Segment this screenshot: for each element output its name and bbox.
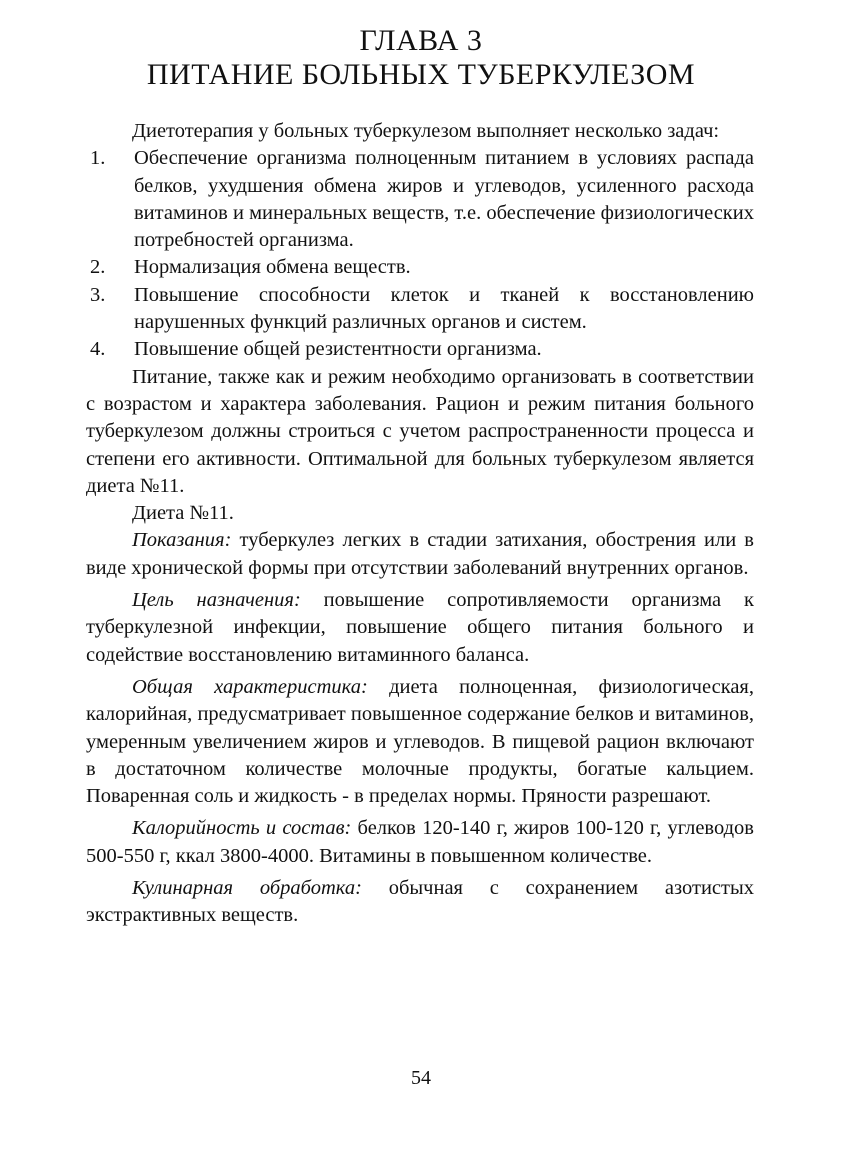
characteristics-paragraph — [86, 674, 754, 810]
list-item — [86, 282, 754, 337]
list-item-text: Повышение общей резистентности организма. — [134, 338, 542, 361]
characteristics-text: диета полноценная, физиологическая, калорийная, предусматривает повышенное содержание белков и витаминов, умеренным увеличением жиров и углеводов. В пищевой рацион включают в достаточном количестве молочные продукты, богатые кальцием. Поваренная соль и жидкость - в пределах нормы. Пряности разрешают. — [86, 675, 754, 808]
chapter-title: ПИТАНИЕ БОЛЬНЫХ ТУБЕРКУЛЕЗОМ — [146, 58, 696, 91]
indications-label: Показания: — [132, 529, 232, 552]
list-item-number: 2. — [90, 256, 106, 279]
list-item-text: Нормализация обмена веществ. — [134, 256, 411, 279]
list-item-number: 4. — [90, 338, 106, 361]
list-item — [86, 145, 754, 254]
list-item-number: 3. — [90, 283, 106, 306]
body-text — [86, 118, 754, 930]
calories-paragraph — [86, 815, 754, 870]
cooking-label: Кулинарная обработка: — [132, 877, 362, 900]
characteristics-label: Общая характеристика: — [132, 675, 368, 698]
diet-heading: Диета №11. — [132, 502, 234, 525]
calories-text: белков 120-140 г, жиров 100-120 г, углеводов 500-550 г, ккал 3800-4000. Витамины в повышенном количестве. — [86, 817, 754, 867]
purpose-text: повышение сопротивляемости организма к туберкулезной инфекции, повышение общего питания больного и содействие восстановлению витаминного баланса. — [86, 589, 754, 666]
list-item-number: 1. — [90, 147, 106, 170]
nutrition-paragraph: Питание, также как и режим необходимо организовать в соответствии с возрастом и характера заболевания. Рацион и режим питания больного туберкулезом должны строиться с учетом распространенности процесса и степени его активности. Оптимальной для больных туберкулезом является диета №11. — [86, 365, 754, 497]
calories-label: Калорийность и состав: — [132, 817, 352, 840]
indications-paragraph — [86, 527, 754, 582]
intro-paragraph: Диетотерапия у больных туберкулезом выполняет несколько задач: — [132, 120, 720, 142]
task-list — [86, 145, 754, 363]
purpose-paragraph — [86, 587, 754, 669]
list-item-text: Повышение способности клеток и тканей к восстановлению нарушенных функций различных органов и систем. — [134, 283, 754, 334]
list-item — [86, 336, 754, 363]
cooking-paragraph — [86, 875, 754, 930]
page-number: 54 — [411, 1067, 431, 1089]
list-item — [86, 254, 754, 281]
chapter-heading — [0, 24, 842, 92]
cooking-text: обычная с сохранением азотистых экстрактивных веществ. — [86, 877, 754, 927]
list-item-text: Обеспечение организма полноценным питанием в условиях распада белков, ухудшения обмена жиров и углеводов, усиленного расхода витаминов и минеральных веществ, т.е. обеспечение физиологических потребностей организма. — [134, 147, 754, 252]
chapter-number: ГЛАВА 3 — [359, 24, 483, 57]
indications-text: туберкулез легких в стадии затихания, обострения или в виде хронической формы при отсутствии заболеваний внутренних органов. — [86, 529, 754, 579]
purpose-label: Цель назначения: — [132, 589, 301, 612]
